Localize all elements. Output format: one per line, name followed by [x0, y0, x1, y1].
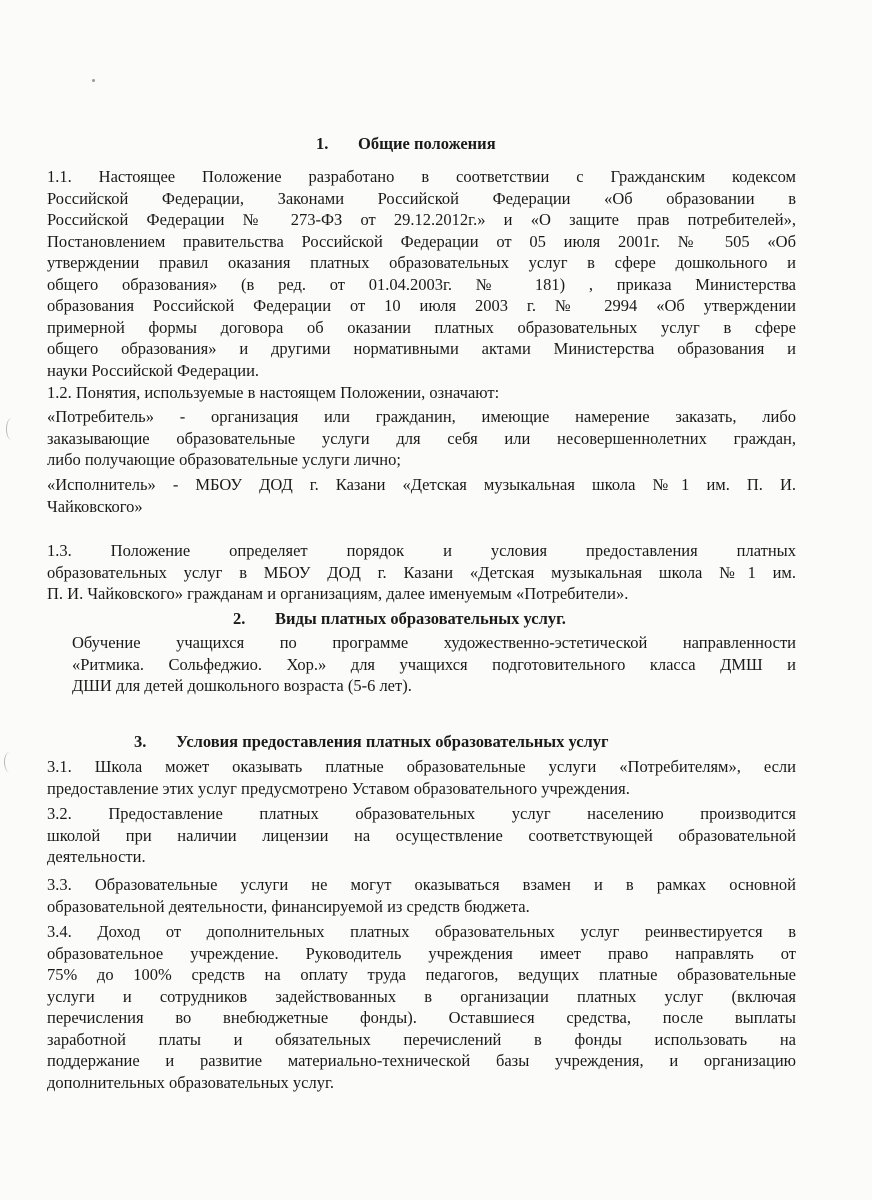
text-line: перечисления во внебюджетные фонды). Оставшиеся средства, после выплаты [47, 1008, 796, 1027]
text-line: 1.3. Положение определяет порядок и условия предоставления платных [47, 541, 796, 560]
paragraph-3-3 [47, 874, 796, 917]
scan-speck [92, 79, 95, 82]
paragraph-3-4 [47, 921, 796, 1093]
text-line: Российской Федерации, Законами Российской Федерации «Об образовании в [47, 188, 796, 208]
scan-margin-mark [6, 418, 17, 440]
text-line: образовательных услуг в МБОУ ДОД г. Казани «Детская музыкальная школа №1 им. [47, 562, 796, 582]
paragraph-consumer [47, 406, 796, 471]
section-3-heading [134, 732, 609, 752]
text-line: Российской Федерации № 273-ФЗ от 29.12.2012г.» и «О защите прав потребителей», [47, 210, 796, 229]
paragraph-1-2 [47, 382, 796, 404]
section-number: 3. [134, 732, 147, 751]
text-line: Обучение учащихся по программе художественно-эстетической направленности [72, 633, 796, 652]
text-line: заработной платы и обязательных перечислений в фонды использовать на [47, 1029, 796, 1049]
paragraph-1-3 [47, 540, 796, 605]
text-line: деятельности. [47, 847, 146, 866]
text-line: общего образования» и другими нормативными актами Министерства образования и [47, 339, 796, 358]
text-line: 1.1. Настоящее Положение разработано в соответствии с Гражданским кодексом [47, 167, 796, 186]
text-line: 3.4. Доход от дополнительных платных образовательных услуг реинвестируется в [47, 922, 796, 941]
paragraph-1-1 [47, 166, 796, 381]
text-line: 3.2. Предоставление платных образовательных услуг населению производится [47, 804, 796, 823]
paragraph-3-1 [47, 756, 796, 799]
text-line: П. И. Чайковского» гражданам и организациям, далее именуемым «Потребители». [47, 584, 629, 603]
text-line: ДШИ для детей дошкольного возраста (5-6 лет). [72, 676, 412, 695]
text-line: «Исполнитель» - МБОУ ДОД г. Казани «Детская музыкальная школа №1 им. П. И. [47, 475, 796, 494]
text-line: заказывающие образовательные услуги для себя или несовершеннолетних граждан, [47, 428, 796, 448]
text-line: либо получающие образовательные услуги лично; [47, 450, 401, 469]
text-line: дополнительных образовательных услуг. [47, 1072, 335, 1092]
text-line: Постановлением правительства Российской Федерации от 05 июля 2001г. № 505 «Об [47, 231, 796, 251]
text-line: общего образования» (в ред. от 01.04.2003г. № 181) , приказа Министерства [47, 274, 796, 294]
paragraph-3-2 [47, 803, 796, 868]
paragraph-2 [72, 632, 796, 697]
section-2-heading [233, 609, 566, 629]
text-line: Чайковского» [47, 496, 143, 516]
text-line: «Ритмика. Сольфеджио. Хор.» для учащихся подготовительного класса ДМШ и [72, 654, 796, 674]
text-line: 3.3. Образовательные услуги не могут оказываться взамен и в рамках основной [47, 875, 796, 894]
text-line: поддержание и развитие материально-технической базы учреждения, и организацию [47, 1051, 796, 1070]
section-1-heading [316, 134, 496, 154]
section-title: Виды платных образовательных услуг. [275, 609, 566, 628]
section-number: 1. [316, 134, 329, 153]
text-line: 75% до 100% средств на оплату труда педагогов, ведущих платные образовательные [47, 965, 796, 984]
text-line: утверждении правил оказания платных образовательных услуг в сфере дошкольного и [47, 253, 796, 272]
section-title: Общие положения [358, 134, 496, 153]
text-line: 1.2. Понятия, используемые в настоящем Положении, означают: [47, 383, 500, 402]
text-line: 3.1. Школа может оказывать платные образовательные услуги «Потребителям», если [47, 757, 796, 776]
text-line: услуги и сотрудников задействованных в организации платных услуг (включая [47, 986, 796, 1006]
text-line: «Потребитель» - организация или гражданин, имеющие намерение заказать, либо [47, 407, 796, 426]
paragraph-executor [47, 474, 796, 517]
text-line: школой при наличии лицензии на осуществление соответствующей образовательной [47, 825, 796, 845]
text-line: примерной формы договора об оказании платных образовательных услуг в сфере [47, 317, 796, 337]
section-number: 2. [233, 609, 246, 628]
text-line: предоставление этих услуг предусмотрено Уставом образовательного учреждения. [47, 778, 630, 798]
text-line: науки Российской Федерации. [47, 360, 260, 380]
text-line: образовательной деятельности, финансируемой из средств бюджета. [47, 896, 530, 916]
text-line: образовательное учреждение. Руководитель учреждения имеет право направлять от [47, 943, 796, 963]
section-title: Условия предоставления платных образовательных услуг [176, 732, 609, 751]
scan-margin-mark [4, 752, 15, 772]
text-line: образования Российской Федерации от 10 июля 2003 г. № 2994 «Об утверждении [47, 296, 796, 315]
